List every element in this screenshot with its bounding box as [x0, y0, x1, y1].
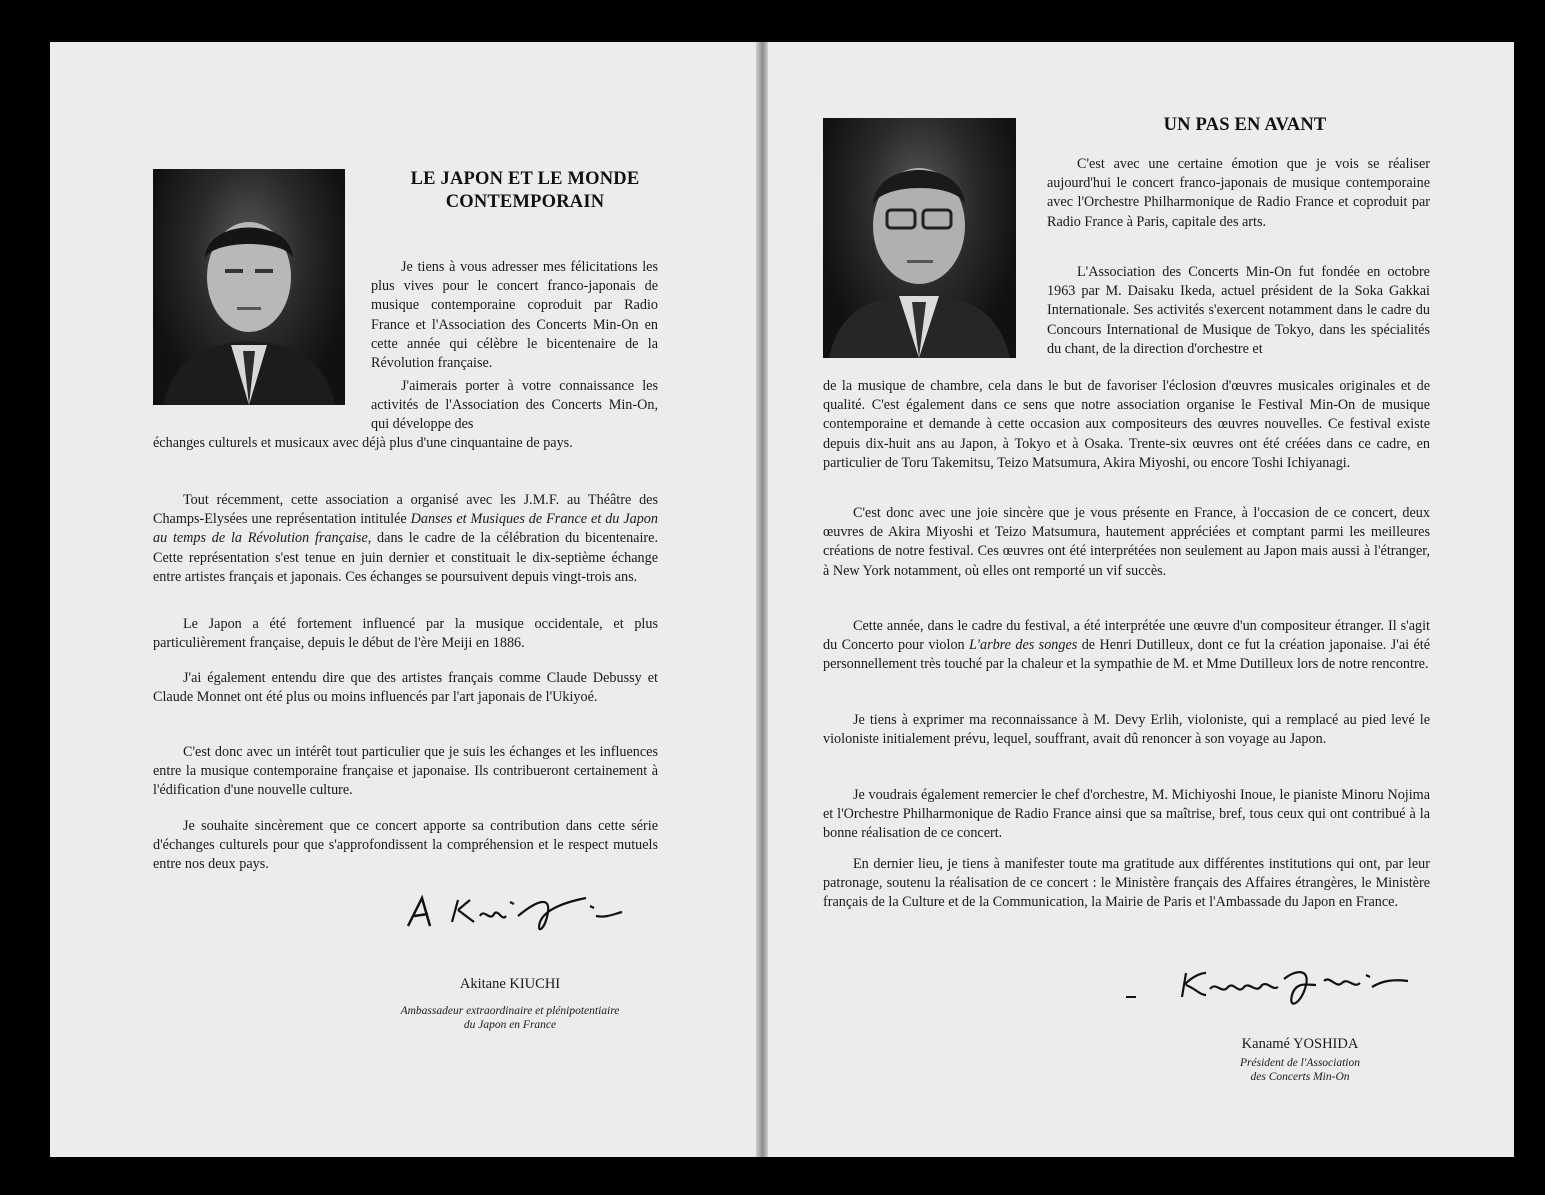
right-para-4: [823, 617, 1430, 675]
right-para-4-text-a: Cette année, dans le cadre du festival, a été interprétée une œuvre d'un compositeur étranger. Il s'agit du Concerto pour violon: [823, 618, 1430, 654]
left-para-1: Je tiens à vous adresser mes félicitations les plus vives pour le concert franco-japonais de musique contemporaine coproduit par Radio France et l'Association des Concerts Min-On en cette année qui célèbre le bicentenaire de la Révolution française.: [371, 259, 658, 372]
portrait-photo-yoshida: [823, 118, 1016, 358]
left-para-3-title: Danses et Musiques de France et du Japon au temps de la Révolution française,: [153, 511, 658, 547]
signature-kiuchi: [400, 888, 630, 938]
signatory-role-yoshida-line1: Président de l'Association: [1240, 1057, 1360, 1069]
signature-yoshida: [1120, 955, 1420, 1015]
left-para-3: [153, 491, 658, 587]
left-title-line2: CONTEMPORAIN: [445, 192, 605, 212]
left-para-7: Je souhaite sincèrement que ce concert apporte sa contribution dans cette série d'échanges culturels pour que s'approfondissent la compréhension et le respect mutuels entre nos deux pays.: [153, 818, 658, 873]
right-para-2b: de la musique de chambre, cela dans le but de favoriser l'éclosion d'œuvres musicales originales et de qualité. C'est également dans ce sens que notre association organise le Festival Min-On de musique contemporaine et demande à cette occasion aux compositeurs des œuvres nouvelles. Ce festival existe depuis dix-huit ans au Japon, à Tokyo et à Osaka. Trente-six œuvres ont été créées dans ce cadre, en particulier de Toru Takemitsu, Teizo Matsumura, Akira Miyoshi, ou encore Toshi Ichiyanagi.: [823, 378, 1430, 471]
left-para-2b: échanges culturels et musicaux avec déjà plus d'une cinquantaine de pays.: [153, 435, 573, 451]
signatory-role-yoshida-line2: des Concerts Min-On: [1250, 1071, 1350, 1083]
left-title: [380, 168, 670, 214]
left-para-2a: J'aimerais porter à votre connaissance les activités de l'Association des Concerts Min-On, qui développe des: [371, 378, 658, 433]
right-para-4-text-b: de Henri Dutilleux, dont ce fut la création japonaise. J'ai été personnellement très touché par la chaleur et la sympathie de M. et Mme Dutilleux lors de notre rencontre.: [823, 637, 1430, 673]
portrait-photo-kiuchi: [153, 169, 345, 405]
signatory-role-kiuchi-line2: du Japon en France: [463, 1019, 557, 1031]
right-para-7: En dernier lieu, je tiens à manifester toute ma gratitude aux différentes institutions qui ont, par leur patronage, soutenu la réalisation de ce concert : le Ministère français des Affaires étrangères, le Ministère français de la Culture et de la Communication, la Mairie de Paris et l'Ambassade du Japon en France.: [823, 856, 1430, 911]
left-para-3-text-a: Tout récemment, cette association a organisé avec les J.M.F. au Théâtre des Champs-Elysées une représentation intitulée: [153, 492, 658, 528]
left-para-5: J'ai également entendu dire que des artistes français comme Claude Debussy et Claude Monnet ont été plus ou moins influencés par l'art japonais de l'Ukiyoé.: [153, 670, 658, 706]
right-para-2a: L'Association des Concerts Min-On fut fondée en octobre 1963 par M. Daisaku Ikeda, actuel président de la Soka Gakkai Internationale. Ses activités s'exercent notamment dans le cadre du Concours International de Musique de Tokyo, dans les spécialités du chant, de la direction d'orchestre et: [1047, 264, 1430, 357]
right-title: UN PAS EN AVANT: [1163, 115, 1327, 135]
signatory-name-yoshida: Kanamé YOSHIDA: [1241, 1036, 1359, 1052]
book-gutter: [756, 42, 768, 1157]
left-para-3-text-b: dans le cadre de la célébration du bicentenaire. Cette représentation s'est tenue en juin dernier et constituait le dix-septième échange entre artistes français et japonais. Ces échanges se poursuivent depuis vingt-trois ans.: [153, 530, 658, 585]
right-para-4-title: L'arbre des songes: [969, 637, 1078, 654]
left-para-4: Le Japon a été fortement influencé par la musique occidentale, et plus particulièrement française, depuis le début de l'ère Meiji en 1886.: [153, 616, 658, 652]
signatory-name-kiuchi: Akitane KIUCHI: [459, 976, 561, 992]
right-para-1: C'est avec une certaine émotion que je vois se réaliser aujourd'hui le concert franco-japonais de musique contemporaine avec l'Orchestre Philharmonique de Radio France et coproduit par Radio France à Paris, capitale des arts.: [1047, 156, 1430, 230]
left-title-line1: LE JAPON ET LE MONDE: [410, 169, 640, 189]
signatory-role-kiuchi-line1: Ambassadeur extraordinaire et plénipotentiaire: [400, 1005, 620, 1017]
right-para-6: Je voudrais également remercier le chef d'orchestre, M. Michiyoshi Inoue, le pianiste Minoru Nojima et l'Orchestre Philharmonique de Radio France ainsi que sa maîtrise, bref, tous ceux qui ont contribué à la bonne réalisation de ce concert.: [823, 787, 1430, 842]
left-para-6: C'est donc avec un intérêt tout particulier que je suis les échanges et les influences entre la musique contemporaine française et japonaise. Ils contribueront certainement à l'édification d'une nouvelle culture.: [153, 744, 658, 799]
right-para-5: Je tiens à exprimer ma reconnaissance à M. Devy Erlih, violoniste, qui a remplacé au pied levé le violoniste initialement prévu, lequel, souffrant, avait dû renoncer à son voyage au Japon.: [823, 712, 1430, 748]
right-para-3: C'est donc avec une joie sincère que je vous présente en France, à l'occasion de ce concert, deux œuvres de Akira Miyoshi et Teizo Matsumura, hautement appréciées et comptant parmi les meilleures créations de notre festival. Ces œuvres ont été interprétées non seulement au Japon mais aussi à l'étranger, à New York notamment, où elles ont remporté un vif succès.: [823, 505, 1430, 579]
